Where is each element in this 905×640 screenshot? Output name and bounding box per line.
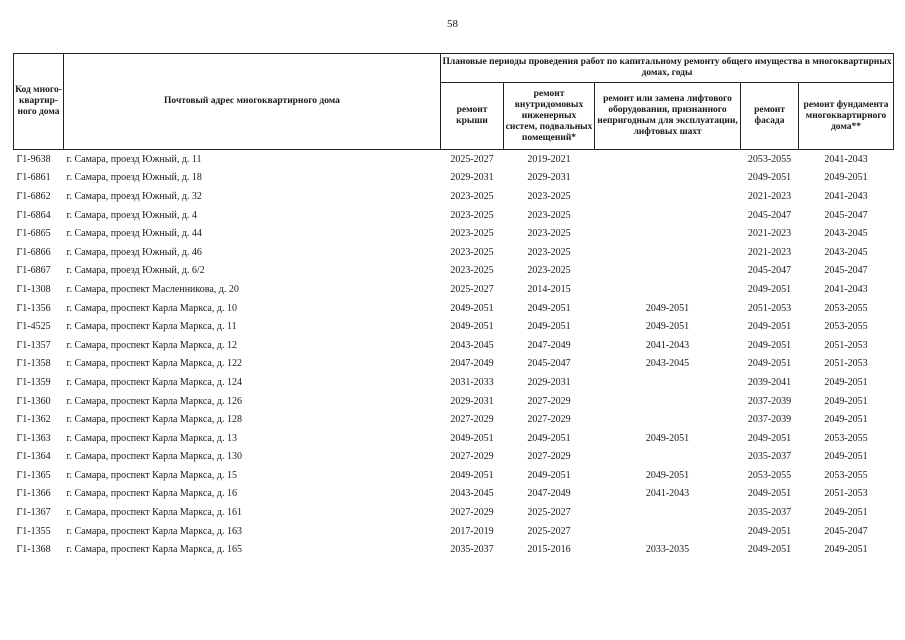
table-body [14, 150, 894, 560]
cell-facade: 2049-2051 [747, 544, 792, 556]
cell-facade: 2045-2047 [747, 209, 792, 221]
cell-foundation: 2049-2051 [824, 172, 868, 184]
cell-roof: 2025-2027 [450, 153, 494, 165]
cell-elevator: 2049-2051 [645, 432, 690, 444]
header-foundation: ремонт фундамента многоквартирного дома** [799, 83, 894, 150]
table-row [14, 224, 894, 243]
cell-foundation: 2051-2053 [824, 488, 868, 500]
table-row [14, 410, 894, 429]
header-address: Почтовый адрес многоквартирного дома [64, 54, 441, 150]
cell-foundation: 2051-2053 [824, 358, 868, 370]
cell-foundation: 2049-2051 [824, 395, 868, 407]
table-row [14, 280, 894, 299]
cell-address: г. Самара, проезд Южный, д. 46 [66, 246, 202, 258]
cell-roof: 2027-2029 [450, 414, 494, 426]
table-row [14, 448, 894, 467]
cell-code: Г1-1366 [16, 488, 51, 500]
cell-systems: 2023-2025 [527, 265, 571, 277]
cell-systems: 2019-2021 [527, 153, 571, 165]
cell-elevator [595, 150, 741, 169]
header-systems: ремонт внутридомовых инженерных систем, подвальных помещений* [504, 83, 595, 150]
cell-roof: 2023-2025 [450, 228, 494, 240]
cell-foundation: 2043-2045 [824, 246, 868, 258]
cell-facade: 2021-2023 [747, 190, 792, 202]
table-row [14, 485, 894, 504]
cell-code: Г1-1359 [16, 376, 51, 388]
cell-address: г. Самара, проезд Южный, д. 32 [66, 190, 202, 202]
cell-systems: 2045-2047 [527, 358, 571, 370]
table-row [14, 299, 894, 318]
cell-foundation: 2049-2051 [824, 451, 868, 463]
cell-address: г. Самара, проспект Карла Маркса, д. 11 [66, 321, 237, 333]
table-row [14, 262, 894, 281]
cell-address: г. Самара, проспект Карла Маркса, д. 128 [66, 414, 242, 426]
cell-facade: 2049-2051 [747, 283, 792, 295]
cell-foundation: 2045-2047 [824, 209, 868, 221]
table-row [14, 355, 894, 374]
cell-facade: 2049-2051 [747, 358, 792, 370]
cell-roof: 2017-2019 [450, 525, 494, 537]
cell-address: г. Самара, проспект Карла Маркса, д. 15 [66, 469, 237, 481]
cell-code: Г1-9638 [16, 153, 51, 165]
cell-foundation: 2049-2051 [824, 376, 868, 388]
cell-address: г. Самара, проспект Карла Маркса, д. 122 [66, 358, 242, 370]
cell-systems: 2027-2029 [527, 395, 571, 407]
cell-systems: 2049-2051 [527, 302, 571, 314]
cell-code: Г1-1362 [16, 414, 51, 426]
cell-roof: 2035-2037 [450, 544, 494, 556]
table-row [14, 429, 894, 448]
cell-elevator [595, 224, 741, 243]
cell-address: г. Самара, проспект Карла Маркса, д. 10 [66, 302, 237, 314]
cell-elevator [595, 522, 741, 541]
cell-roof: 2049-2051 [450, 432, 494, 444]
cell-code: Г1-6866 [16, 246, 51, 258]
header-code: Код много-квартир-ного дома [14, 54, 64, 150]
cell-systems: 2049-2051 [527, 432, 571, 444]
cell-systems: 2023-2025 [527, 228, 571, 240]
cell-address: г. Самара, проспект Карла Маркса, д. 12 [66, 339, 237, 351]
cell-elevator [595, 392, 741, 411]
cell-code: Г1-1355 [16, 525, 51, 537]
cell-systems: 2014-2015 [527, 283, 571, 295]
cell-address: г. Самара, проезд Южный, д. 11 [66, 153, 202, 165]
cell-facade: 2037-2039 [747, 414, 792, 426]
page-number: 58 [447, 18, 458, 30]
cell-elevator: 2041-2043 [645, 488, 690, 500]
cell-address: г. Самара, проезд Южный, д. 6/2 [66, 265, 205, 277]
cell-code: Г1-1357 [16, 339, 51, 351]
cell-roof: 2031-2033 [450, 376, 494, 388]
cell-code: Г1-4525 [16, 321, 51, 333]
cell-roof: 2043-2045 [450, 339, 494, 351]
cell-roof: 2025-2027 [450, 283, 494, 295]
cell-code: Г1-1356 [16, 302, 51, 314]
cell-roof: 2027-2029 [450, 451, 494, 463]
cell-code: Г1-6864 [16, 209, 51, 221]
cell-foundation: 2053-2055 [824, 302, 868, 314]
cell-facade: 2037-2039 [747, 395, 792, 407]
cell-address: г. Самара, проезд Южный, д. 4 [66, 209, 197, 221]
cell-systems: 2023-2025 [527, 209, 571, 221]
cell-systems: 2025-2027 [527, 525, 571, 537]
cell-facade: 2049-2051 [747, 339, 792, 351]
cell-roof: 2049-2051 [450, 321, 494, 333]
cell-foundation: 2045-2047 [824, 265, 868, 277]
cell-elevator [595, 410, 741, 429]
cell-code: Г1-6862 [16, 190, 51, 202]
cell-foundation: 2045-2047 [824, 525, 868, 537]
cell-foundation: 2041-2043 [824, 190, 868, 202]
cell-address: г. Самара, проспект Карла Маркса, д. 163 [66, 525, 242, 537]
cell-facade: 2053-2055 [747, 153, 792, 165]
cell-roof: 2029-2031 [450, 395, 494, 407]
table-row [14, 187, 894, 206]
cell-roof: 2023-2025 [450, 246, 494, 258]
cell-code: Г1-6865 [16, 228, 51, 240]
cell-systems: 2025-2027 [527, 507, 571, 519]
cell-elevator: 2049-2051 [645, 302, 690, 314]
cell-address: г. Самара, проспект Карла Маркса, д. 124 [66, 376, 242, 388]
cell-code: Г1-1360 [16, 395, 51, 407]
table-row [14, 169, 894, 188]
cell-systems: 2047-2049 [527, 339, 571, 351]
table-row [14, 206, 894, 225]
cell-elevator: 2049-2051 [645, 321, 690, 333]
cell-elevator: 2043-2045 [645, 358, 690, 370]
cell-systems: 2047-2049 [527, 488, 571, 500]
cell-facade: 2021-2023 [747, 246, 792, 258]
cell-facade: 2035-2037 [747, 507, 792, 519]
cell-address: г. Самара, проспект Карла Маркса, д. 130 [66, 451, 242, 463]
cell-foundation: 2041-2043 [824, 283, 868, 295]
cell-address: г. Самара, проспект Карла Маркса, д. 16 [66, 488, 237, 500]
cell-foundation: 2049-2051 [824, 507, 868, 519]
cell-address: г. Самара, проспект Масленникова, д. 20 [66, 283, 239, 295]
cell-address: г. Самара, проспект Карла Маркса, д. 126 [66, 395, 242, 407]
cell-address: г. Самара, проспект Карла Маркса, д. 161 [66, 507, 242, 519]
cell-address: г. Самара, проспект Карла Маркса, д. 13 [66, 432, 237, 444]
cell-roof: 2023-2025 [450, 265, 494, 277]
cell-elevator: 2049-2051 [645, 469, 690, 481]
table-row [14, 373, 894, 392]
cell-foundation: 2041-2043 [824, 153, 868, 165]
cell-elevator: 2033-2035 [645, 544, 690, 556]
cell-foundation: 2051-2053 [824, 339, 868, 351]
cell-roof: 2023-2025 [450, 190, 494, 202]
cell-foundation: 2043-2045 [824, 228, 868, 240]
cell-facade: 2053-2055 [747, 469, 792, 481]
cell-code: Г1-1364 [16, 451, 51, 463]
cell-systems: 2029-2031 [527, 172, 571, 184]
cell-address: г. Самара, проезд Южный, д. 18 [66, 172, 202, 184]
cell-roof: 2027-2029 [450, 507, 494, 519]
header-roof: ремонт крыши [441, 83, 504, 150]
header-periods: Плановые периоды проведения работ по капитальному ремонту общего имущества в многоквартирных домах, годы [441, 54, 894, 83]
cell-facade: 2045-2047 [747, 265, 792, 277]
cell-foundation: 2053-2055 [824, 321, 868, 333]
cell-elevator [595, 187, 741, 206]
cell-code: Г1-6867 [16, 265, 51, 277]
cell-roof: 2029-2031 [450, 172, 494, 184]
cell-code: Г1-1308 [16, 283, 51, 295]
table-row [14, 317, 894, 336]
cell-elevator [595, 262, 741, 281]
cell-elevator [595, 169, 741, 188]
header-facade: ремонт фасада [741, 83, 799, 150]
cell-code: Г1-1363 [16, 432, 51, 444]
table-row [14, 466, 894, 485]
cell-facade: 2039-2041 [747, 376, 792, 388]
cell-facade: 2049-2051 [747, 525, 792, 537]
capital-repair-table [13, 53, 894, 559]
cell-elevator: 2041-2043 [645, 339, 690, 351]
cell-systems: 2027-2029 [527, 451, 571, 463]
cell-roof: 2023-2025 [450, 209, 494, 221]
cell-code: Г1-1367 [16, 507, 51, 519]
cell-elevator [595, 373, 741, 392]
table-header [14, 54, 894, 150]
cell-code: Г1-1365 [16, 469, 51, 481]
table-row [14, 336, 894, 355]
cell-code: Г1-1368 [16, 544, 51, 556]
table-row [14, 540, 894, 559]
cell-foundation: 2049-2051 [824, 544, 868, 556]
cell-address: г. Самара, проспект Карла Маркса, д. 165 [66, 544, 242, 556]
table-row [14, 503, 894, 522]
table-row [14, 150, 894, 169]
cell-systems: 2049-2051 [527, 469, 571, 481]
cell-systems: 2023-2025 [527, 246, 571, 258]
cell-systems: 2029-2031 [527, 376, 571, 388]
table-row [14, 392, 894, 411]
cell-code: Г1-1358 [16, 358, 51, 370]
cell-systems: 2049-2051 [527, 321, 571, 333]
cell-foundation: 2049-2051 [824, 414, 868, 426]
cell-facade: 2049-2051 [747, 488, 792, 500]
cell-elevator [595, 448, 741, 467]
header-elevator: ремонт или замена лифтового оборудования, признанного непригодным для эксплуатации, лифтовых шахт [595, 83, 741, 150]
cell-elevator [595, 280, 741, 299]
cell-roof: 2047-2049 [450, 358, 494, 370]
cell-roof: 2049-2051 [450, 302, 494, 314]
table-row [14, 243, 894, 262]
cell-elevator [595, 503, 741, 522]
cell-systems: 2023-2025 [527, 190, 571, 202]
cell-elevator [595, 206, 741, 225]
cell-systems: 2015-2016 [527, 544, 571, 556]
cell-foundation: 2053-2055 [824, 432, 868, 444]
cell-foundation: 2053-2055 [824, 469, 868, 481]
cell-facade: 2051-2053 [747, 302, 792, 314]
cell-facade: 2021-2023 [747, 228, 792, 240]
cell-address: г. Самара, проезд Южный, д. 44 [66, 228, 202, 240]
cell-roof: 2043-2045 [450, 488, 494, 500]
cell-code: Г1-6861 [16, 172, 51, 184]
cell-roof: 2049-2051 [450, 469, 494, 481]
table-row [14, 522, 894, 541]
cell-facade: 2035-2037 [747, 451, 792, 463]
cell-facade: 2049-2051 [747, 172, 792, 184]
cell-facade: 2049-2051 [747, 321, 792, 333]
cell-systems: 2027-2029 [527, 414, 571, 426]
cell-elevator [595, 243, 741, 262]
cell-facade: 2049-2051 [747, 432, 792, 444]
